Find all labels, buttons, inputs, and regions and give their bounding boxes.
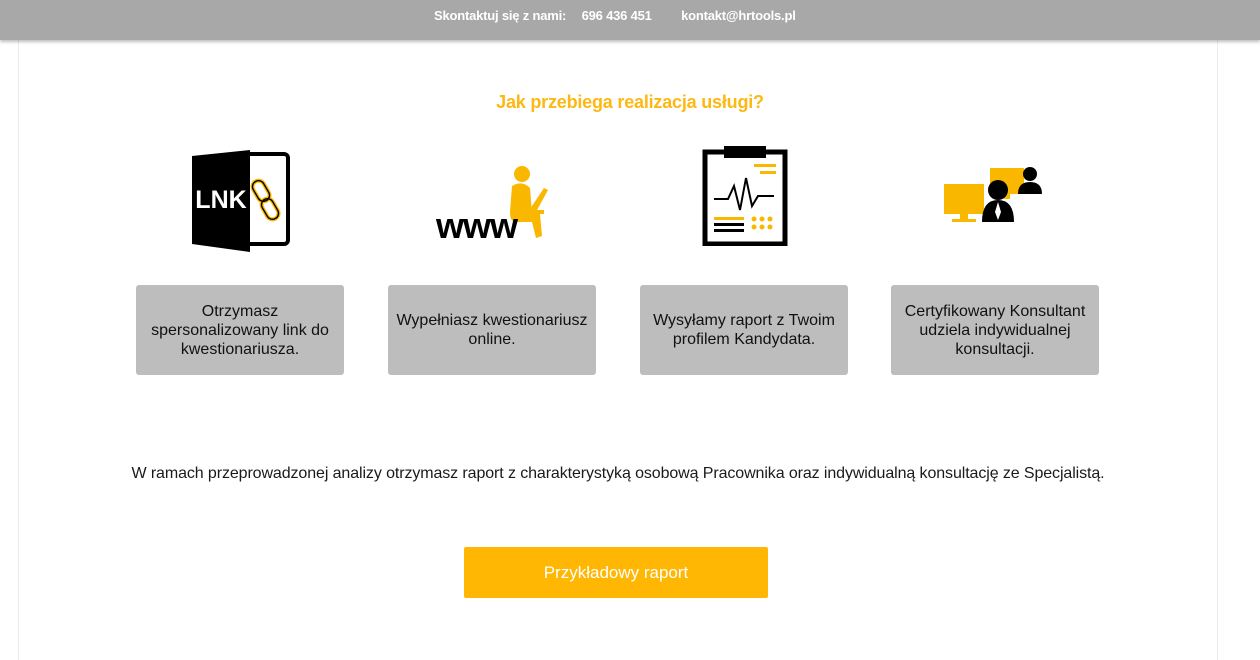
step-box-consultation bbox=[891, 285, 1099, 375]
step-text-report: Wysyłamy raport z Twoim profilem Kandydata. bbox=[653, 312, 835, 348]
top-contact-bar bbox=[0, 0, 1260, 40]
www-laptop-person-icon bbox=[436, 162, 552, 242]
step-box-report bbox=[640, 285, 848, 375]
www-icon-text: www bbox=[436, 205, 518, 242]
contact-phone-link[interactable]: 696 436 451 bbox=[581, 8, 652, 23]
step-text-online: Wypełniasz kwestionariusz online. bbox=[396, 312, 588, 348]
step-box-link bbox=[136, 285, 344, 375]
sample-report-button[interactable]: Przykładowy raport bbox=[464, 547, 768, 598]
summary-text: W ramach przeprowadzonej analizy otrzymasz raport z charakterystyką osobową Pracownika oraz indywidualną konsultację ze Specjalistą. bbox=[131, 465, 1105, 482]
report-clipboard-icon bbox=[702, 144, 788, 246]
contact-label: Skontaktuj się z nami: bbox=[434, 8, 567, 23]
step-text-link: Otrzymasz spersonalizowany link do kwestionariusza. bbox=[151, 302, 329, 358]
lnk-icon-text: LNK bbox=[195, 186, 247, 214]
contact-email-link[interactable]: kontakt@hrtools.pl bbox=[681, 8, 796, 23]
link-door-icon bbox=[190, 148, 292, 254]
consultants-monitors-icon bbox=[942, 164, 1052, 226]
section-title: Jak przebiega realizacja usługi? bbox=[496, 92, 764, 112]
step-box-online bbox=[388, 285, 596, 375]
contact-info bbox=[434, 8, 796, 23]
step-text-consultation: Certyfikowany Konsultant udziela indywidualnej konsultacji. bbox=[904, 302, 1086, 358]
